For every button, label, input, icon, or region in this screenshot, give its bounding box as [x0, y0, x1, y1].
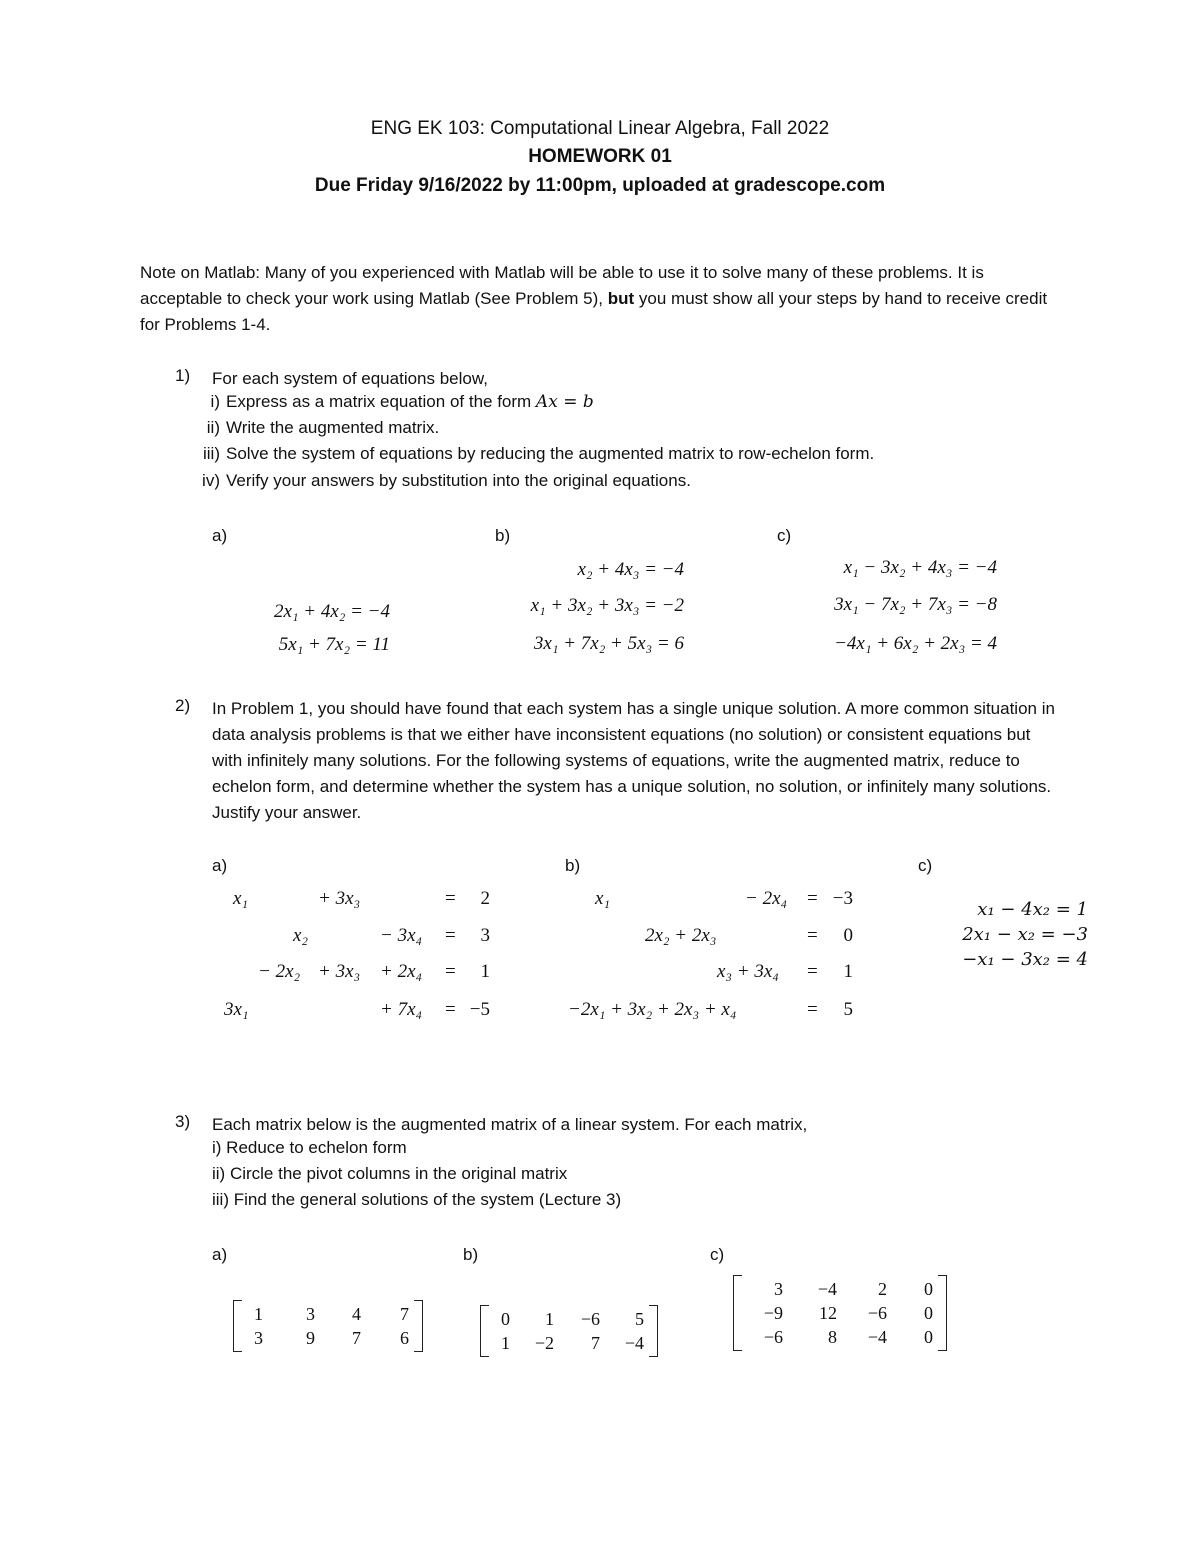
- p2b-r1-rhs: −3: [832, 888, 853, 909]
- p2b-r4-eq: =: [807, 999, 818, 1020]
- matrix-cell: 0: [924, 1303, 933, 1323]
- p2c-eq-3: −x₁ − 3x₂ = 4: [962, 949, 1088, 970]
- p2-part-b-label: b): [565, 856, 581, 875]
- p2b-r4-rhs: 5: [843, 999, 853, 1020]
- left-bracket: [480, 1305, 489, 1357]
- matrix-cell: 3: [254, 1328, 263, 1348]
- matrix-row: [247, 1302, 409, 1326]
- matrix-cell: −4: [624, 1333, 644, 1353]
- matrix-cell: 3: [774, 1279, 783, 1299]
- matrix-cell: 5: [635, 1309, 644, 1329]
- step-number: iii): [203, 444, 220, 463]
- problem-1-number: 1): [175, 366, 191, 385]
- p1-part-a-label: a): [212, 526, 228, 545]
- note-text-1: Note on Matlab: Many of you experienced with Matlab will be able to use it to solve many of these problems. It is acceptable to check your work using Matlab (See Problem 5),: [140, 263, 984, 308]
- matrix-cell: 1: [254, 1304, 263, 1324]
- p3-part-c-label: c): [710, 1245, 725, 1264]
- matrix-row: [747, 1325, 933, 1349]
- step-text: Verify your answers by substitution into the original equations.: [226, 471, 691, 490]
- left-bracket: [733, 1275, 742, 1351]
- p2b-r3-c1: x₃ + 3x₄: [717, 961, 779, 982]
- p2a-r4-c1: 3x₁: [224, 999, 249, 1020]
- p2b-r1-c2: − 2x₄: [745, 888, 788, 909]
- step-text: Solve the system of equations by reducing the augmented matrix to row-echelon form.: [226, 444, 875, 463]
- matrix-row: [747, 1277, 933, 1301]
- matrix-row: [747, 1301, 933, 1325]
- p2a-r1-eq: =: [445, 888, 456, 909]
- step-math: Ax = b: [535, 392, 594, 412]
- p2a-r4-rhs: −5: [469, 999, 490, 1020]
- p2-part-a-label: a): [212, 856, 228, 875]
- p1b-eq-2: x₁ + 3x₂ + 3x₃ = −2: [530, 595, 684, 616]
- p2a-r3-rhs: 1: [480, 961, 490, 982]
- matrix-row: [494, 1331, 644, 1355]
- p2c-eq-2: 2x₁ − x₂ = −3: [962, 924, 1088, 945]
- homework-title: HOMEWORK 01: [528, 146, 672, 167]
- p2b-r2-eq: =: [807, 925, 818, 946]
- p1b-eq-3: 3x₁ + 7x₂ + 5x₃ = 6: [533, 633, 684, 654]
- problem-3-step-1: i) Reduce to echelon form: [212, 1138, 407, 1157]
- matrix-b-table: [494, 1307, 644, 1355]
- p2a-r2-eq: =: [445, 925, 456, 946]
- problem-3-number: 3): [175, 1112, 191, 1131]
- problem-1-step-3: [190, 444, 874, 464]
- matrix-cell: 1: [545, 1309, 554, 1329]
- p3-part-b-label: b): [463, 1245, 479, 1264]
- p2a-r4-eq: =: [445, 999, 456, 1020]
- problem-3-intro: Each matrix below is the augmented matrix of a linear system. For each matrix,: [212, 1115, 808, 1134]
- p2a-r3-c1: − 2x₂: [258, 961, 301, 982]
- matrix-cell: −4: [867, 1327, 887, 1347]
- matrix-cell: 7: [591, 1333, 600, 1353]
- problem-1-step-4: [190, 471, 691, 491]
- p2a-r4-c3: + 7x₄: [380, 999, 423, 1020]
- p2b-r4-c1: −2x₁ + 3x₂ + 2x₃ + x₄: [568, 999, 737, 1020]
- matrix-cell: 0: [501, 1309, 510, 1329]
- right-bracket: [938, 1275, 947, 1351]
- p2b-r2-rhs: 0: [843, 925, 853, 946]
- step-number: iv): [202, 471, 220, 490]
- p2c-eq-1: x₁ − 4x₂ = 1: [977, 899, 1088, 920]
- matrix-cell: −6: [580, 1309, 600, 1329]
- problem-1-step-2: [190, 418, 439, 438]
- due-date: Due Friday 9/16/2022 by 11:00pm, uploaded at gradescope.com: [314, 175, 886, 196]
- matrix-cell: −4: [817, 1279, 837, 1299]
- problem-1-step-1: [190, 392, 594, 412]
- p3-matrix-a: [233, 1300, 423, 1352]
- right-bracket: [649, 1305, 658, 1357]
- p2a-r2-c1: x₂: [293, 925, 309, 946]
- left-bracket: [233, 1300, 242, 1352]
- matrix-cell: 3: [306, 1304, 315, 1324]
- matrix-cell: 1: [501, 1333, 510, 1353]
- matrix-row: [247, 1326, 409, 1350]
- matrix-cell: −9: [763, 1303, 783, 1323]
- p1c-eq-1: x₁ − 3x₂ + 4x₃ = −4: [843, 557, 997, 578]
- note-bold: but: [607, 289, 635, 308]
- step-number: ii): [206, 418, 220, 437]
- p1a-eq-2: 5x₁ + 7x₂ = 11: [278, 634, 390, 655]
- step-number: i): [210, 392, 220, 411]
- p3-matrix-c: [733, 1275, 947, 1351]
- step-text: Write the augmented matrix.: [226, 418, 440, 437]
- problem-1-intro: For each system of equations below,: [212, 369, 488, 388]
- p3-matrix-b: [480, 1305, 658, 1357]
- p1b-eq-1: x₂ + 4x₃ = −4: [577, 559, 684, 580]
- matrix-cell: 6: [400, 1328, 409, 1348]
- p2a-r3-c2: + 3x₃: [318, 961, 361, 982]
- matrix-cell: 7: [400, 1304, 409, 1324]
- matrix-cell: 0: [924, 1279, 933, 1299]
- p2b-r3-eq: =: [807, 961, 818, 982]
- step-text: Express as a matrix equation of the form: [226, 392, 536, 411]
- course-title: ENG EK 103: Computational Linear Algebra, Fall 2022: [370, 118, 830, 139]
- p2b-r3-rhs: 1: [843, 961, 853, 982]
- p2a-r2-rhs: 3: [480, 925, 490, 946]
- problem-2-number: 2): [175, 696, 191, 715]
- p1a-eq-1: 2x₁ + 4x₂ = −4: [273, 601, 390, 622]
- right-bracket: [414, 1300, 423, 1352]
- p3-part-a-label: a): [212, 1245, 228, 1264]
- matrix-cell: 9: [306, 1328, 315, 1348]
- matrix-cell: −6: [867, 1303, 887, 1323]
- matrix-cell: −6: [763, 1327, 783, 1347]
- matrix-cell: 7: [352, 1328, 361, 1348]
- p2a-r3-eq: =: [445, 961, 456, 982]
- p2a-r1-c2: + 3x₃: [318, 888, 361, 909]
- p2a-r1-c1: x₁: [233, 888, 249, 909]
- note-text-2: you must show all your steps by hand to receive credit for Problems 1-4.: [140, 289, 1048, 334]
- matrix-cell: 0: [924, 1327, 933, 1347]
- p2a-r2-c3: − 3x₄: [380, 925, 423, 946]
- matrix-cell: 2: [878, 1279, 887, 1299]
- p2b-r2-c1: 2x₂ + 2x₃: [645, 925, 717, 946]
- matrix-c-table: [747, 1277, 933, 1349]
- p1c-eq-3: −4x₁ + 6x₂ + 2x₃ = 4: [834, 633, 997, 654]
- matrix-cell: 12: [819, 1303, 837, 1323]
- matrix-cell: 4: [352, 1304, 361, 1324]
- p2a-r1-rhs: 2: [480, 888, 490, 909]
- p1-part-b-label: b): [495, 526, 511, 545]
- matrix-a-table: [247, 1302, 409, 1350]
- matrix-cell: 8: [828, 1327, 837, 1347]
- p2b-r1-c1: x₁: [595, 888, 611, 909]
- p2b-r1-eq: =: [807, 888, 818, 909]
- problem-3-step-3: iii) Find the general solutions of the system (Lecture 3): [212, 1190, 622, 1209]
- p1c-eq-2: 3x₁ − 7x₂ + 7x₃ = −8: [834, 594, 997, 615]
- matrix-cell: −2: [534, 1333, 554, 1353]
- problem-3-step-2: ii) Circle the pivot columns in the original matrix: [212, 1164, 568, 1183]
- problem-2-text: In Problem 1, you should have found that each system has a single unique solution. A more common situation in data analysis problems is that we either have inconsistent equations (no solution) or consistent equations but with infinitely many solutions. For the following systems of equations, write the augmented matrix, reduce to echelon form, and determine whether the system has a unique solution, no solution, or infinitely many solutions. Justify your answer.: [212, 699, 1055, 822]
- p2a-r3-c3: + 2x₄: [380, 961, 423, 982]
- matlab-note: [140, 260, 1060, 338]
- matrix-row: [494, 1307, 644, 1331]
- p2-part-c-label: c): [918, 856, 933, 875]
- p1-part-c-label: c): [777, 526, 792, 545]
